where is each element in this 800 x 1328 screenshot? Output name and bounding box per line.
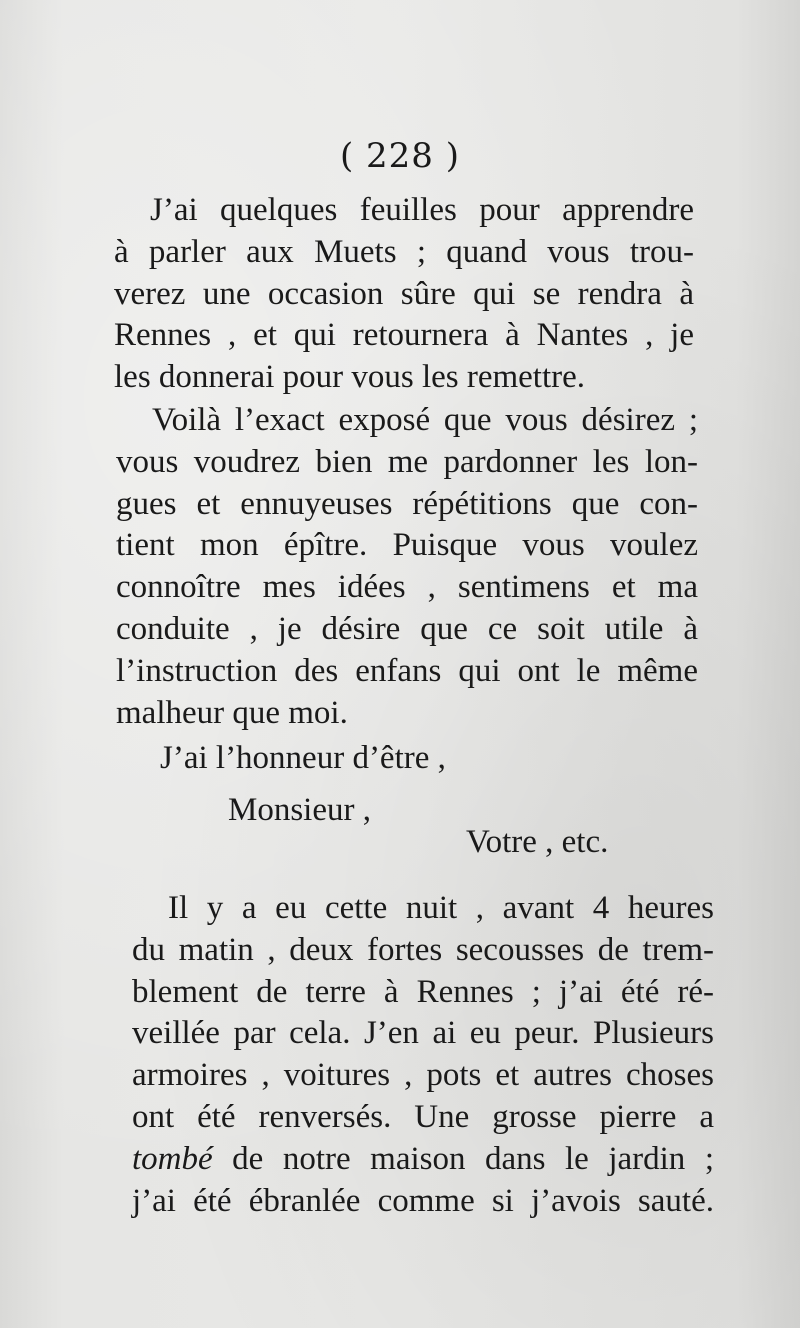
text-line: à parler aux Muets ; quand vous trou- xyxy=(114,233,694,270)
text-line: J’ai quelques feuilles pour apprendre xyxy=(150,192,694,228)
signature: Votre , etc. xyxy=(466,824,609,860)
text-line: connoître mes idées , sentimens et ma xyxy=(116,569,698,606)
italic-word: tombé xyxy=(132,1140,213,1177)
text-line: Rennes , et qui retournera à Nantes , je xyxy=(114,317,694,354)
paragraph-muets xyxy=(114,190,694,399)
closing-formula: J’ai l’honneur d’être , xyxy=(160,740,446,776)
text-line: ont été renversés. Une grosse pierre a xyxy=(132,1098,714,1135)
text-line: verez une occasion sûre qui se rendra à xyxy=(114,275,694,312)
paragraph-earthquake xyxy=(132,888,714,1222)
text-line xyxy=(132,1139,714,1181)
text-fragment: de notre maison dans le jardin ; xyxy=(212,1140,714,1177)
text-line: Voilà l’exact exposé que vous désirez ; xyxy=(152,402,698,438)
text-line: les donnerai pour vous les remettre. xyxy=(114,359,586,396)
page-number: ( 228 ) xyxy=(339,136,461,176)
text-line: vous voudrez bien me pardonner les lon- xyxy=(116,443,698,480)
text-line: conduite , je désire que ce soit utile à xyxy=(116,610,698,647)
text-line: armoires , voitures , pots et autres choses xyxy=(132,1057,714,1094)
text-line: Il y a eu cette nuit , avant 4 heures xyxy=(168,890,714,926)
text-line: du matin , deux fortes secousses de trem- xyxy=(132,931,714,968)
text-line: j’ai été ébranlée comme si j’avois sauté. xyxy=(132,1182,714,1219)
text-line: tient mon épître. Puisque vous voulez xyxy=(116,527,698,564)
paragraph-expose xyxy=(116,400,698,734)
text-line: gues et ennuyeuses répétitions que con- xyxy=(116,485,698,522)
text-line: blement de terre à Rennes ; j’ai été ré- xyxy=(132,973,714,1010)
text-line: l’instruction des enfans qui ont le même xyxy=(116,652,698,689)
text-line: malheur que moi. xyxy=(116,694,348,731)
salutation: Monsieur , xyxy=(228,792,371,828)
text-line: veillée par cela. J’en ai eu peur. Plusieurs xyxy=(132,1015,714,1052)
